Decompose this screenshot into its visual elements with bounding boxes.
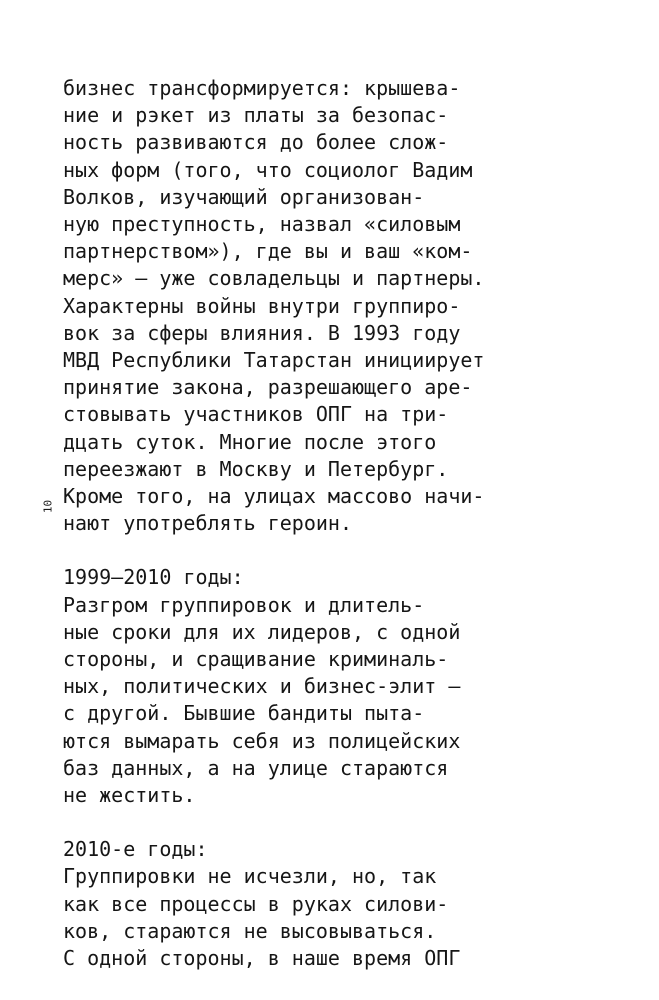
text-line: баз данных, а на улице стараются xyxy=(63,755,449,780)
text-line: Характерны войны внутри группиро- xyxy=(63,293,461,318)
text-line: как все процессы в руках силови- xyxy=(63,891,449,916)
text-line: Разгром группировок и длитель- xyxy=(63,592,425,617)
paragraph-gap xyxy=(63,809,623,836)
text-line: МВД Республики Татарстан инициирует xyxy=(63,348,485,373)
paragraph-2010s xyxy=(63,836,623,972)
text-line: ную преступность, назвал «силовым xyxy=(63,212,461,237)
text-line: ных форм (того, что социолог Вадим xyxy=(63,157,473,182)
text-line: ных, политических и бизнес-элит — xyxy=(63,674,461,699)
text-line: мерс» — уже совладельцы и партнеры. xyxy=(63,266,485,291)
section-heading: 1999–2010 годы: xyxy=(63,565,244,590)
paragraph-gap xyxy=(63,537,623,564)
text-line: партнерством»), где вы и ваш «ком- xyxy=(63,239,473,264)
text-line: стовывать участников ОПГ на три- xyxy=(63,402,449,427)
page-number: 10 xyxy=(41,499,55,514)
text-line: ются вымарать себя из полицейских xyxy=(63,728,461,753)
text-line: С одной стороны, в наше время ОПГ xyxy=(63,946,461,971)
text-line: Волков, изучающий организован- xyxy=(63,184,425,209)
text-line: ность развиваются до более слож- xyxy=(63,130,449,155)
text-line: ние и рэкет из платы за безопас- xyxy=(63,103,449,128)
text-line: с другой. Бывшие бандиты пыта- xyxy=(63,701,425,726)
body-text xyxy=(63,75,623,972)
paragraph-1999-2010 xyxy=(63,564,623,809)
text-line: дцать суток. Многие после этого xyxy=(63,429,437,454)
paragraph-1990s xyxy=(63,75,623,537)
text-line: принятие закона, разрешающего аре- xyxy=(63,375,473,400)
text-line: стороны, и сращивание криминаль- xyxy=(63,647,449,672)
text-line: не жестить. xyxy=(63,783,196,808)
text-line: вок за сферы влияния. В 1993 году xyxy=(63,320,461,345)
text-line: нают употреблять героин. xyxy=(63,511,352,536)
text-line: переезжают в Москву и Петербург. xyxy=(63,456,449,481)
text-line: Группировки не исчезли, но, так xyxy=(63,864,437,889)
text-line: ков, стараются не высовываться. xyxy=(63,918,437,943)
section-heading: 2010-е годы: xyxy=(63,837,208,862)
text-line: Кроме того, на улицах массово начи- xyxy=(63,484,485,509)
text-line: бизнес трансформируется: крышева- xyxy=(63,76,461,100)
text-line: ные сроки для их лидеров, с одной xyxy=(63,619,461,644)
